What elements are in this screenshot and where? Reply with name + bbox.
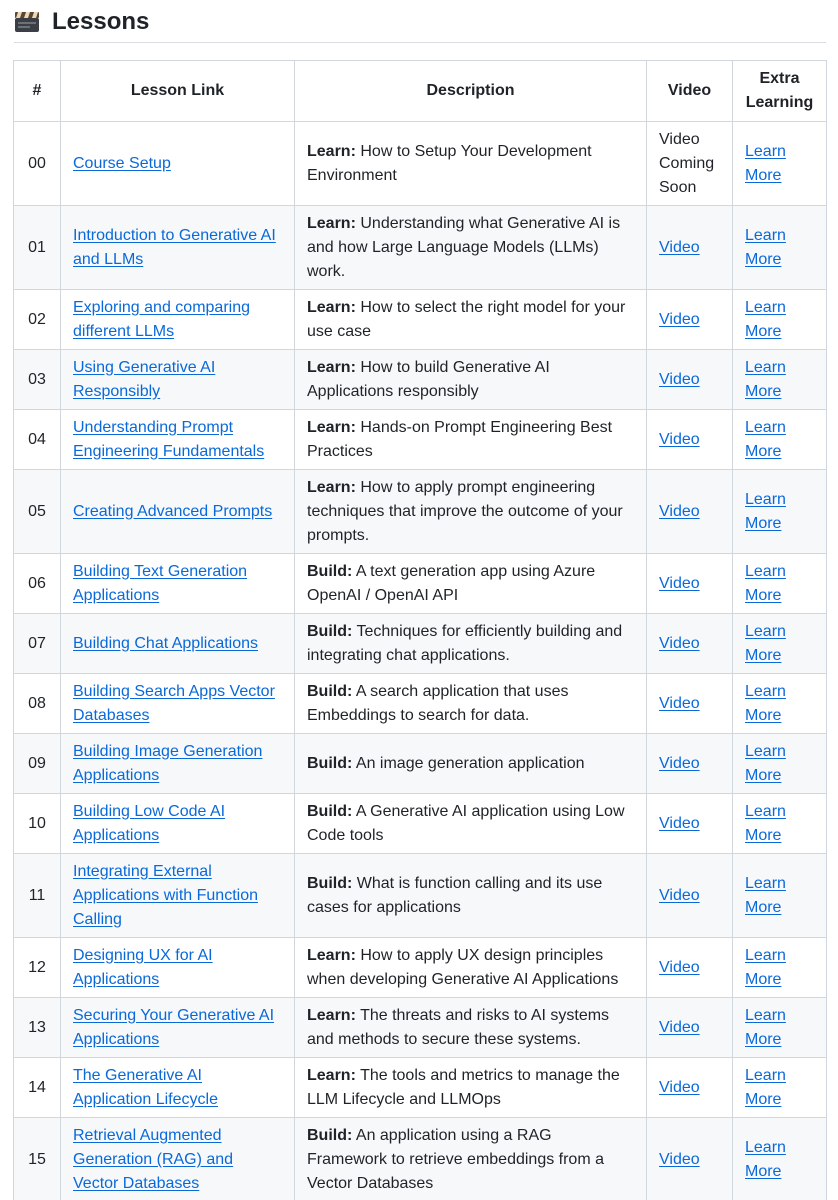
description-text: How to select the right model for your use case — [307, 298, 626, 340]
video-link[interactable]: Video — [659, 574, 700, 592]
lesson-link[interactable]: Integrating External Applications with Function Calling — [73, 862, 258, 928]
lesson-number: 04 — [14, 410, 61, 470]
description-text: Understanding what Generative AI is and how Large Language Models (LLMs) work. — [307, 214, 621, 280]
table-row — [14, 122, 827, 206]
lesson-description — [295, 206, 647, 290]
lesson-link[interactable]: Building Image Generation Applications — [73, 742, 263, 784]
description-kind: Build: — [307, 682, 353, 700]
description-text: How to build Generative AI Applications responsibly — [307, 358, 550, 400]
video-link[interactable]: Video — [659, 634, 700, 652]
table-row — [14, 998, 827, 1058]
description-kind: Build: — [307, 874, 353, 892]
table-row — [14, 206, 827, 290]
video-link[interactable]: Video — [659, 430, 700, 448]
page-title: Lessons — [52, 8, 150, 35]
learn-more-link[interactable]: Learn More — [745, 226, 786, 268]
lesson-description — [295, 674, 647, 734]
lesson-number: 11 — [14, 854, 61, 938]
video-link[interactable]: Video — [659, 502, 700, 520]
video-link[interactable]: Video — [659, 1150, 700, 1168]
learn-more-link[interactable]: Learn More — [745, 622, 786, 664]
lesson-description — [295, 854, 647, 938]
description-text: How to Setup Your Development Environment — [307, 142, 592, 184]
table-row — [14, 290, 827, 350]
video-link[interactable]: Video — [659, 370, 700, 388]
column-header-number: # — [14, 61, 61, 122]
video-link[interactable]: Video — [659, 694, 700, 712]
description-kind: Build: — [307, 754, 353, 772]
description-text: Hands-on Prompt Engineering Best Practices — [307, 418, 613, 460]
lesson-description — [295, 734, 647, 794]
column-header-extra-learning: Extra Learning — [733, 61, 827, 122]
description-kind: Learn: — [307, 298, 356, 316]
description-kind: Learn: — [307, 1066, 356, 1084]
lesson-description — [295, 122, 647, 206]
lesson-link[interactable]: Using Generative AI Responsibly — [73, 358, 216, 400]
description-text: An image generation application — [355, 754, 585, 772]
description-text: Techniques for efficiently building and integrating chat applications. — [307, 622, 623, 664]
table-row — [14, 350, 827, 410]
lesson-number: 06 — [14, 554, 61, 614]
lesson-link[interactable]: Building Low Code AI Applications — [73, 802, 226, 844]
description-text: What is function calling and its use cases for applications — [307, 874, 603, 916]
description-kind: Learn: — [307, 142, 356, 160]
lesson-description — [295, 1118, 647, 1200]
lesson-number: 15 — [14, 1118, 61, 1200]
table-row — [14, 410, 827, 470]
video-link[interactable]: Video — [659, 238, 700, 256]
table-row — [14, 674, 827, 734]
lesson-link[interactable]: Building Search Apps Vector Databases — [73, 682, 275, 724]
lesson-link[interactable]: Building Chat Applications — [73, 634, 259, 652]
video-status: Video Coming Soon — [647, 122, 733, 206]
lesson-description — [295, 1058, 647, 1118]
lesson-link[interactable]: Designing UX for AI Applications — [73, 946, 213, 988]
lesson-number: 01 — [14, 206, 61, 290]
learn-more-link[interactable]: Learn More — [745, 802, 786, 844]
lesson-link[interactable]: Introduction to Generative AI and LLMs — [73, 226, 276, 268]
lesson-description — [295, 614, 647, 674]
lesson-description — [295, 290, 647, 350]
video-link[interactable]: Video — [659, 1078, 700, 1096]
description-kind: Learn: — [307, 358, 356, 376]
lesson-number: 07 — [14, 614, 61, 674]
video-link[interactable]: Video — [659, 1018, 700, 1036]
description-kind: Learn: — [307, 418, 356, 436]
table-row — [14, 614, 827, 674]
lesson-number: 00 — [14, 122, 61, 206]
description-text: How to apply UX design principles when developing Generative AI Applications — [307, 946, 619, 988]
lesson-link[interactable]: Course Setup — [73, 154, 171, 172]
lesson-link[interactable]: Understanding Prompt Engineering Fundamentals — [73, 418, 265, 460]
lesson-description — [295, 470, 647, 554]
learn-more-link[interactable]: Learn More — [745, 298, 786, 340]
lesson-description — [295, 998, 647, 1058]
description-kind: Build: — [307, 1126, 353, 1144]
description-kind: Learn: — [307, 478, 356, 496]
lesson-link[interactable]: Creating Advanced Prompts — [73, 502, 273, 520]
lesson-link[interactable]: Exploring and comparing different LLMs — [73, 298, 250, 340]
learn-more-link[interactable]: Learn More — [745, 1138, 786, 1180]
table-row — [14, 854, 827, 938]
learn-more-link[interactable]: Learn More — [745, 1006, 786, 1048]
description-kind: Build: — [307, 802, 353, 820]
table-row — [14, 1058, 827, 1118]
description-kind: Learn: — [307, 214, 356, 232]
table-row — [14, 470, 827, 554]
column-header-description: Description — [295, 61, 647, 122]
video-link[interactable]: Video — [659, 886, 700, 904]
description-text: How to apply prompt engineering techniques that improve the outcome of your prompts. — [307, 478, 623, 544]
table-row — [14, 794, 827, 854]
table-header-row — [14, 61, 827, 122]
lessons-table — [13, 60, 827, 1200]
lesson-number: 09 — [14, 734, 61, 794]
description-kind: Build: — [307, 562, 353, 580]
lesson-description — [295, 938, 647, 998]
lesson-number: 13 — [14, 998, 61, 1058]
lesson-number: 14 — [14, 1058, 61, 1118]
video-link[interactable]: Video — [659, 310, 700, 328]
description-text: A search application that uses Embeddings to search for data. — [307, 682, 569, 724]
description-text: The threats and risks to AI systems and methods to secure these systems. — [307, 1006, 610, 1048]
learn-more-link[interactable]: Learn More — [745, 946, 786, 988]
column-header-lesson-link: Lesson Link — [61, 61, 295, 122]
video-link[interactable]: Video — [659, 814, 700, 832]
table-row — [14, 1118, 827, 1200]
lesson-number: 10 — [14, 794, 61, 854]
lesson-description — [295, 794, 647, 854]
lesson-number: 05 — [14, 470, 61, 554]
lesson-description — [295, 554, 647, 614]
lesson-link[interactable]: Retrieval Augmented Generation (RAG) and Vector Databases — [73, 1126, 234, 1192]
description-kind: Build: — [307, 622, 353, 640]
lesson-link[interactable]: Securing Your Generative AI Applications — [73, 1006, 275, 1048]
table-row — [14, 554, 827, 614]
lesson-number: 08 — [14, 674, 61, 734]
learn-more-link[interactable]: Learn More — [745, 142, 786, 184]
learn-more-link[interactable]: Learn More — [745, 358, 786, 400]
learn-more-link[interactable]: Learn More — [745, 490, 786, 532]
description-kind: Learn: — [307, 1006, 356, 1024]
lesson-number: 02 — [14, 290, 61, 350]
video-link[interactable]: Video — [659, 958, 700, 976]
lesson-number: 12 — [14, 938, 61, 998]
description-text: A Generative AI application using Low Code tools — [307, 802, 625, 844]
lesson-link[interactable]: Building Text Generation Applications — [73, 562, 248, 604]
column-header-video: Video — [647, 61, 733, 122]
learn-more-link[interactable]: Learn More — [745, 682, 786, 724]
learn-more-link[interactable]: Learn More — [745, 1066, 786, 1108]
learn-more-link[interactable]: Learn More — [745, 874, 786, 916]
description-text: An application using a RAG Framework to retrieve embeddings from a Vector Databases — [307, 1126, 604, 1192]
description-text: A text generation app using Azure OpenAI / OpenAI API — [307, 562, 596, 604]
video-link[interactable]: Video — [659, 754, 700, 772]
lessons-heading — [14, 2, 826, 43]
lesson-description — [295, 350, 647, 410]
table-row — [14, 734, 827, 794]
lesson-number: 03 — [14, 350, 61, 410]
learn-more-link[interactable]: Learn More — [745, 562, 786, 604]
lesson-link[interactable]: The Generative AI Application Lifecycle — [73, 1066, 218, 1108]
learn-more-link[interactable]: Learn More — [745, 418, 786, 460]
description-kind: Learn: — [307, 946, 356, 964]
lesson-description — [295, 410, 647, 470]
table-row — [14, 938, 827, 998]
learn-more-link[interactable]: Learn More — [745, 742, 786, 784]
film-clapper-icon — [14, 11, 40, 33]
description-text: The tools and metrics to manage the LLM Lifecycle and LLMOps — [307, 1066, 620, 1108]
